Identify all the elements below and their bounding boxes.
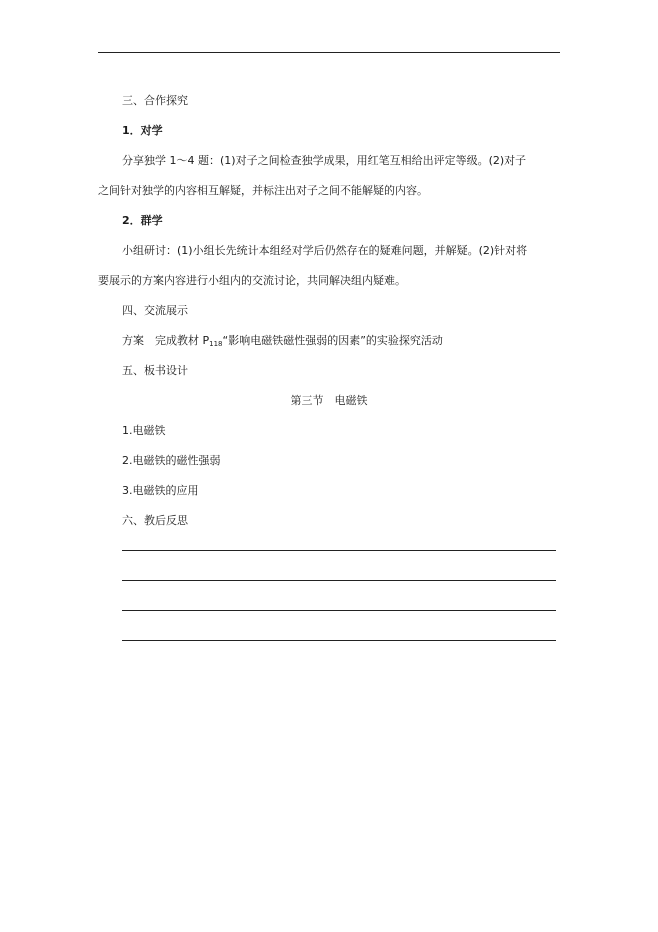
document-body — [98, 86, 560, 536]
board-title: 第三节 电磁铁 — [290, 394, 368, 407]
board-item-3: 3.电磁铁的应用 — [122, 484, 199, 497]
reflection-answer-line-4 — [122, 640, 556, 641]
plan-prefix: 方案 完成教材 P — [122, 334, 210, 347]
section-heading-exchange: 四、交流展示 — [122, 304, 188, 317]
header-rule — [98, 52, 560, 53]
reflection-answer-line-1 — [122, 550, 556, 551]
plan-page-number: 118 — [209, 340, 223, 348]
board-item-1: 1.电磁铁 — [122, 424, 166, 437]
paragraph-group-line-2: 要展示的方案内容进行小组内的交流讨论，共同解决组内疑难。 — [98, 274, 406, 287]
reflection-answer-line-3 — [122, 610, 556, 611]
plan-line — [98, 326, 560, 356]
section-heading-reflection: 六、教后反思 — [122, 514, 188, 527]
paragraph-group-line-1: 小组研讨：(1)小组长先统计本组经对学后仍然存在的疑难问题，并解疑。(2)针对将 — [122, 244, 528, 257]
board-item-2: 2.电磁铁的磁性强弱 — [122, 454, 221, 467]
section-heading-board: 五、板书设计 — [122, 364, 188, 377]
plan-suffix: “影响电磁铁磁性强弱的因素”的实验探究活动 — [222, 334, 443, 347]
subsection-title-pair-study: 1．对学 — [122, 124, 163, 137]
reflection-answer-line-2 — [122, 580, 556, 581]
paragraph-pair-line-1: 分享独学 1～4 题：(1)对子之间检查独学成果，用红笔互相给出评定等级。(2)对子 — [122, 154, 527, 167]
paragraph-pair-line-2: 之间针对独学的内容相互解疑，并标注出对子之间不能解疑的内容。 — [98, 184, 428, 197]
subsection-title-group-study: 2．群学 — [122, 214, 163, 227]
section-heading-cooperation: 三、合作探究 — [122, 94, 188, 107]
